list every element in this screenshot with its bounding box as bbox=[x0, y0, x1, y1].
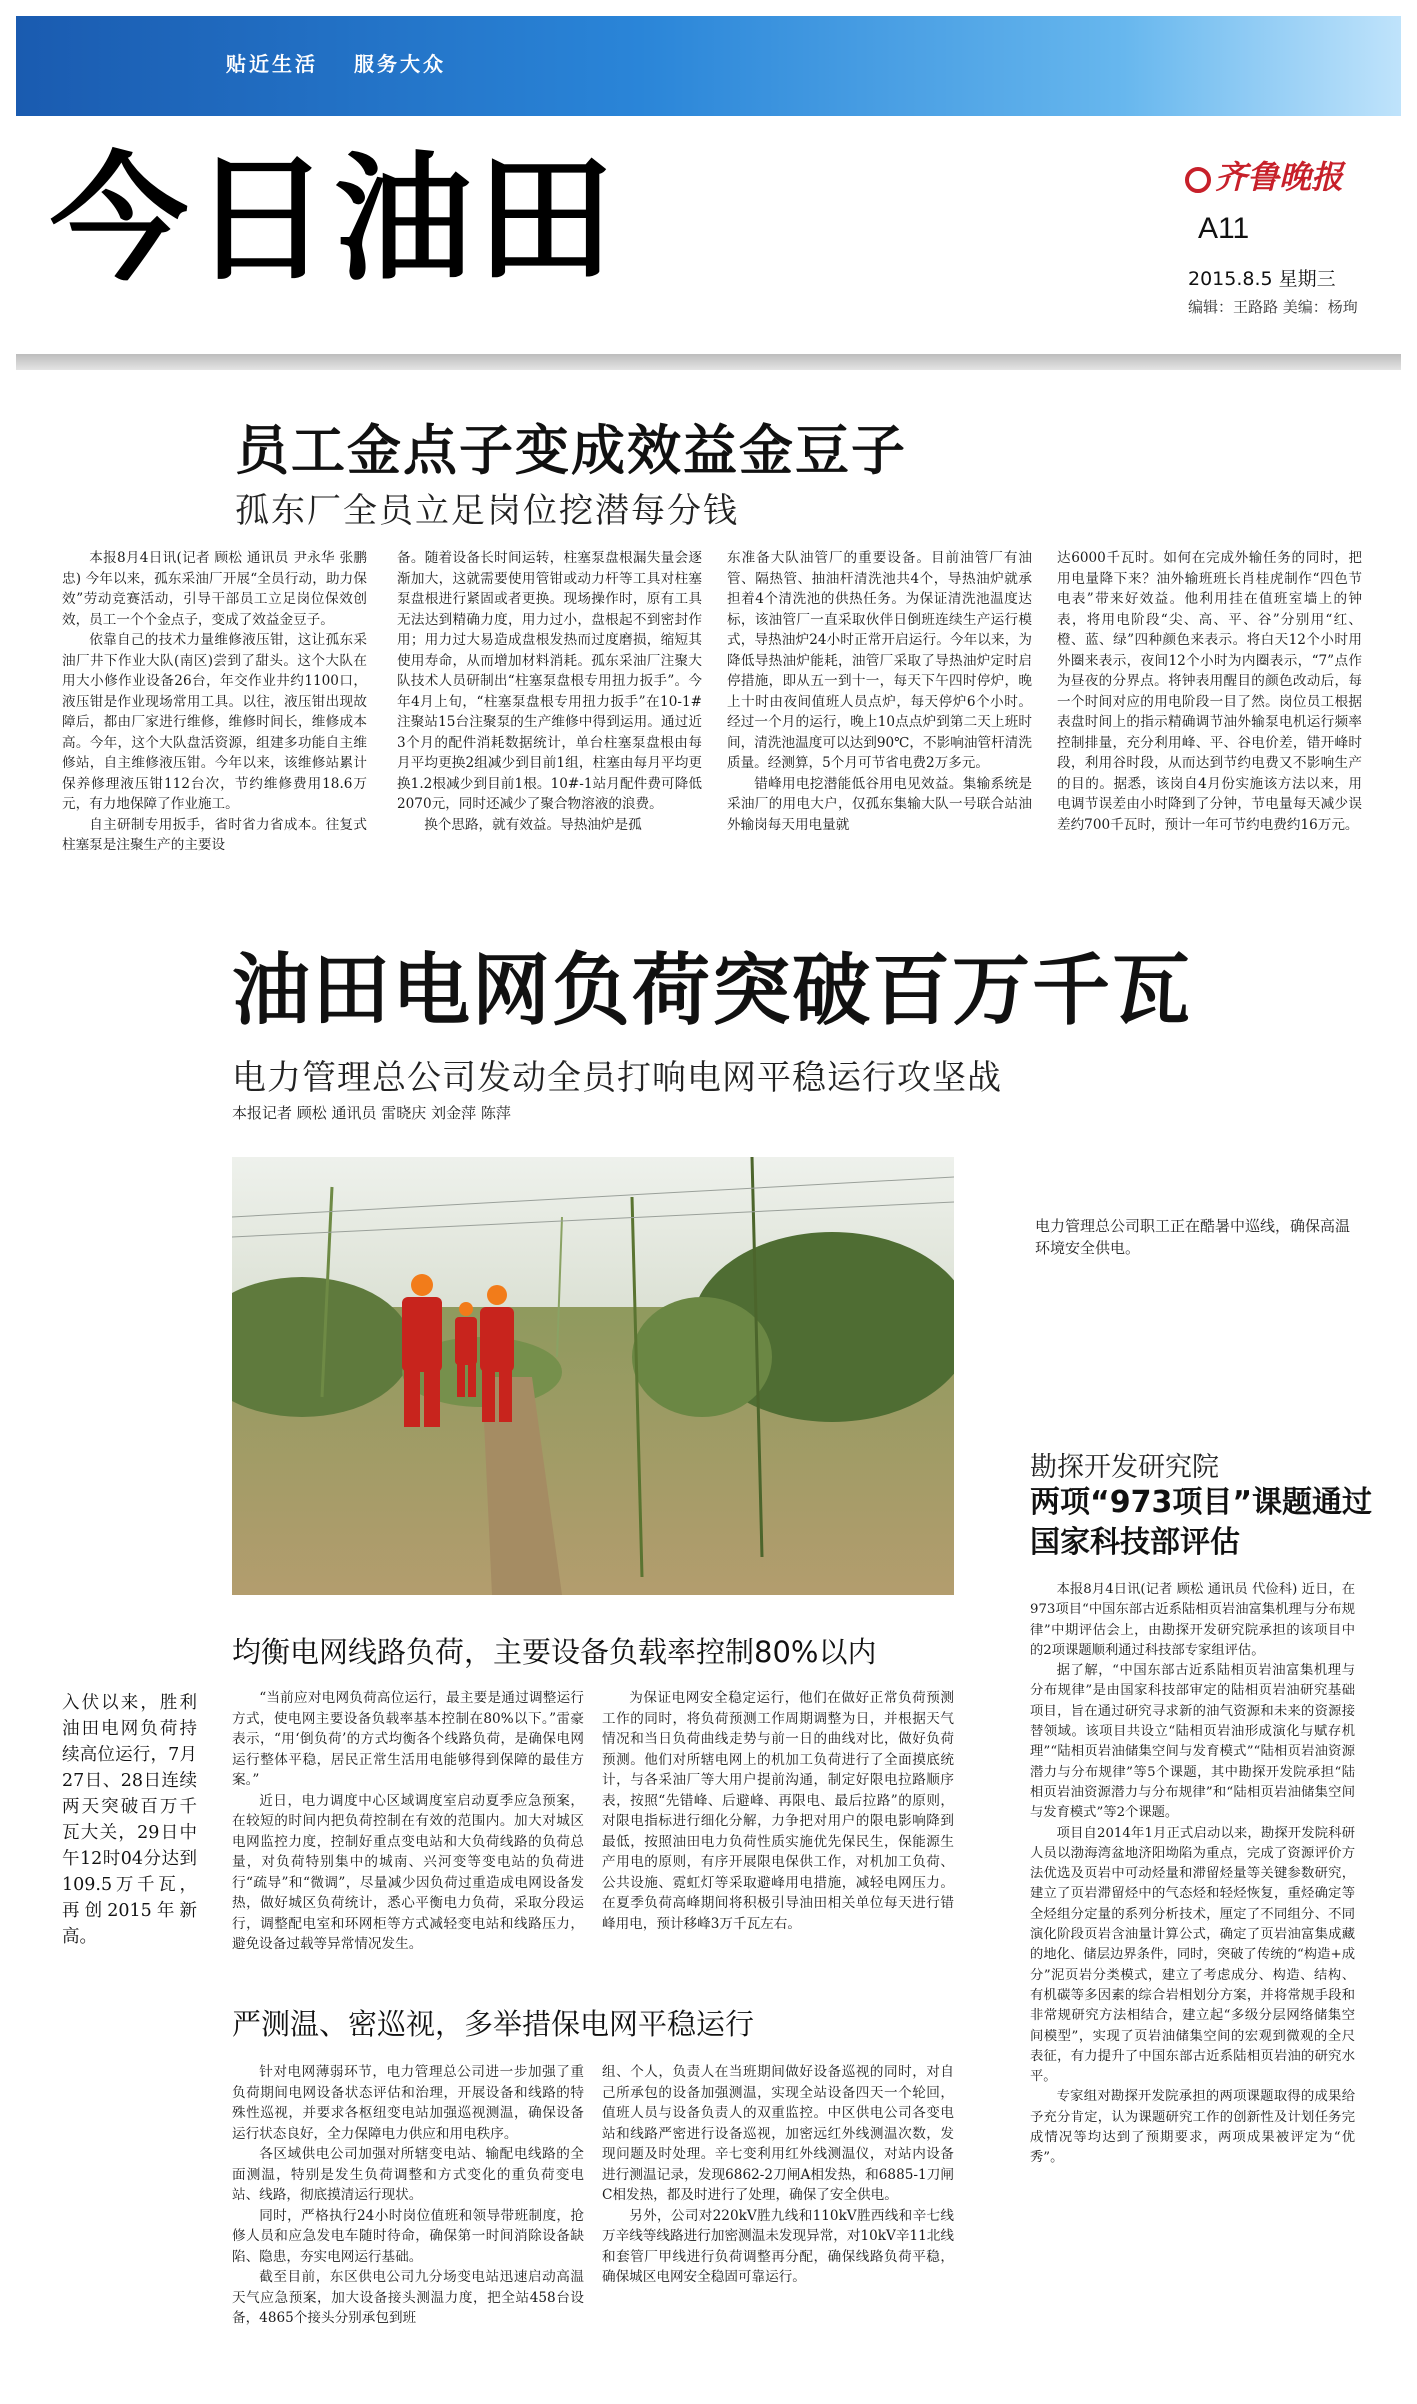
paragraph: 自主研制专用扳手，省时省力省成本。往复式柱塞泵是注聚生产的主要设 bbox=[62, 816, 367, 853]
photo-caption: 电力管理总公司职工正在酷暑中巡线，确保高温环境安全供电。 bbox=[1035, 1217, 1351, 1257]
paragraph: 据了解，“中国东部古近系陆相页岩油富集机理与分布规律”是由国家科技部审定的陆相页岩油研究基础项目，旨在通过研究寻求新的油气资源和未来的资源接替领域。该项目共设立“陆相页岩油形成演化与赋存机理”“陆相页岩油储集空间与发育模式”“陆相页岩油资源潜力与分布规律”等5个课题，其中勘探开发院承担“陆相页岩油资源潜力与分布规律”和“陆相页岩油储集空间与发育模式”等2个课题。 bbox=[1030, 1663, 1355, 1821]
paragraph: “当前应对电网负荷高位运行，最主要是通过调整运行方式，使电网主要设备负载率基本控制在80%以下。”雷豪表示，“用‘倒负荷’的方式均衡各个线路负荷，是确保电网运行整体平稳，居民正常生活用电能够得到保障的最佳方案。” bbox=[232, 1690, 584, 1788]
section-title: 今日油田 bbox=[50, 137, 619, 300]
paragraph: 组、个人，负责人在当班期间做好设备巡视的同时，对自己所承包的设备加强测温，实现全站设备四天一个轮回，值班人员与设备负责人的双重监控。中区供电公司各变电站和线路严密进行设备巡视，加密远红外线测温次数，发现问题及时处理。辛七变利用红外线测温仪，对站内设备进行测温记录，发现6862-2刀闸A相发热，和6885-1刀闸C相发热，都及时进行了处理，确保了安全供电。 bbox=[602, 2064, 954, 2203]
story2-sec1-col2 bbox=[602, 1688, 954, 1934]
paragraph: 专家组对勘探开发院承担的两项课题取得的成果给予充分肯定，认为课题研究工作的创新性及计划任务完成情况等均达到了预期要求，两项成果被评定为“优秀”。 bbox=[1030, 2089, 1355, 2166]
story3-col bbox=[1030, 1580, 1355, 2169]
top-banner bbox=[16, 16, 1401, 116]
logo-text: 齐鲁晚报 bbox=[1215, 158, 1344, 196]
paragraph: 本报8月4日讯(记者 顾松 通讯员 尹永华 张鹏忠) 今年以来，孤东采油厂开展“全员行动，助力保效”劳动竞赛活动，引导干部员工立足岗位保效创效，员工一个个金点子，变成了效益金豆子。 bbox=[62, 550, 367, 628]
paragraph: 达6000千瓦时。如何在完成外输任务的同时，把用电量降下来？油外输班班长肖桂虎制作“四色节电表”带来好效益。他利用挂在值班室墙上的钟表，将用电阶段“尖、高、平、谷”分别用“红、橙、蓝、绿”四种颜色来表示。将白天12个小时用外圈来表示，夜间12个小时为内圈表示，“7”点作为昼夜的分界点。将钟表用醒目的颜色改动后，每一个时间对应的用电阶段一目了然。岗位员工根据表盘时间上的指示精确调节油外输泵电机运行频率控制排量，充分利用峰、平、谷电价差，错开峰时段，利用谷时段，从而达到节约电费又不影响生产的目的。据悉，该岗自4月份实施该方法以来，用电调节误差由小时降到了分钟，节电量每天减少误差约700千瓦时，预计一年可节约电费约16万元。 bbox=[1057, 550, 1362, 833]
story2-subheading-2: 严测温、密巡视，多举措保电网平稳运行 bbox=[232, 2007, 755, 2041]
story1-headline: 员工金点子变成效益金豆子 bbox=[235, 418, 907, 482]
story2-sec2-col2 bbox=[602, 2062, 954, 2288]
story1-col4 bbox=[1057, 548, 1362, 835]
paragraph: 换个思路，就有效益。导热油炉是孤 bbox=[424, 816, 642, 833]
banner-slogan bbox=[226, 48, 482, 77]
story1-col2 bbox=[397, 548, 702, 835]
newspaper-logo bbox=[1185, 152, 1343, 198]
story2-headline: 油田电网负荷突破百万千瓦 bbox=[232, 945, 1193, 1036]
editor-credits: 编辑：王路路 美编：杨珣 bbox=[1188, 298, 1358, 316]
paragraph: 近日，电力调度中心区域调度室启动夏季应急预案，在较短的时间内把负荷控制在有效的范围内。加大对城区电网监控力度，控制好重点变电站和大负荷线路的负荷总量，对负荷特别集中的城南、兴河变等变电站的负荷进行“疏导”和“微调”，尽量减少因负荷过重造成电网设备发热，做好城区负荷统计，悉心平衡电力负荷，采取分段运行，调整配电室和环网柜等方式减轻变电站和线路压力，避免设备过载等异常情况发生。 bbox=[232, 1792, 584, 1952]
story3-kicker: 勘探开发研究院 bbox=[1030, 1452, 1219, 1483]
slogan-2: 服务大众 bbox=[354, 52, 446, 76]
paragraph: 为保证电网安全稳定运行，他们在做好正常负荷预测工作的同时，将负荷预测工作周期调整为日，并根据天气情况和当日负荷曲线走势与前一日的曲线对比，做好负荷预测。他们对所辖电网上的机加工负荷进行了全面摸底统计，与各采油厂等大用户提前沟通，制定好限电拉路顺序表，按照“先错峰、后避峰、再限电、最后拉路”的原则，对限电指标进行细化分解，力争把对用户的限电影响降到最低，按照油田电力负荷性质实施优先保民生，保能源生产用电的原则，有序开展限电保供工作，对机加工负荷、公共设施、霓虹灯等采取避峰用电措施，减轻电网压力。在夏季负荷高峰期间将积极引导油田相关单位每天进行错峰用电，预计移峰3万千瓦左右。 bbox=[602, 1690, 954, 1932]
paragraph: 截至目前，东区供电公司九分场变电站迅速启动高温天气应急预案，加大设备接头测温力度，把全站458台设备，4865个接头分别承包到班 bbox=[232, 2269, 584, 2326]
slogan-1: 贴近生活 bbox=[226, 52, 318, 76]
story2-sidebar-summary: 入伏以来，胜利油田电网负荷持续高位运行，7月27日、28日连续两天突破百万千瓦大关，29日中午12时04分达到109.5万千瓦，再创2015年新高。 bbox=[62, 1693, 197, 1947]
story2-sec2-col1 bbox=[232, 2062, 584, 2329]
issue-date: 2015.8.5 星期三 bbox=[1188, 268, 1336, 290]
paragraph: 依靠自己的技术力量维修液压钳，这让孤东采油厂井下作业大队(南区)尝到了甜头。这个大队在用大小修作业设备26台，年交作业井约1100口，液压钳是作业现场常用工具。以往，液压钳出现故障后，都由厂家进行维修，维修时间长，维修成本高。今年，这个大队盘活资源，组建多功能自主维修站，自主维修液压钳。今年以来，该维修站累计保养修理液压钳112台次，节约维修费用18.6万元，有力地保障了作业施工。 bbox=[62, 632, 367, 812]
story1-col3 bbox=[727, 548, 1032, 835]
page-number: A11 bbox=[1198, 212, 1250, 245]
paragraph: 针对电网薄弱环节，电力管理总公司进一步加强了重负荷期间电网设备状态评估和治理，开展设备和线路的特殊性巡视，并要求各枢纽变电站加强巡视测温，确保设备运行状态良好，全力保障电力供应和用电秩序。 bbox=[232, 2064, 584, 2142]
story2-sec1-col1 bbox=[232, 1688, 584, 1955]
story2-byline: 本报记者 顾松 通讯员 雷晓庆 刘金萍 陈萍 bbox=[232, 1104, 511, 1122]
paragraph: 错峰用电挖潜能低谷用电见效益。集输系统是采油厂的用电大户，仅孤东集输大队一号联合站油外输岗每天用电量就 bbox=[727, 775, 1032, 833]
story1-subhead: 孤东厂全员立足岗位挖潜每分钱 bbox=[235, 491, 739, 531]
paragraph: 项目自2014年1月正式启动以来，勘探开发院科研人员以渤海湾盆地济阳坳陷为重点，完成了资源评价方法优选及页岩中可动烃量和滞留烃量等关键参数研究，建立了页岩滞留烃中的气态烃和轻烃恢复，重烃确定等全烃组分定量的系列分析技术，厘定了不同组分、不同演化阶段页岩含油量计算公式，确定了页岩油富集成藏的地化、储层边界条件，同时，突破了传统的“构造+成分”泥页岩分类模式，建立了考虑成分、构造、结构、有机碳等多因素的综合岩相划分方案，并将常规手段和非常规研究方法相结合，建立起“多级分层网络储集空间模型”，实现了页岩油储集空间的宏观到微观的全尺表征，有力提升了中国东部古近系陆相页岩油的研究水平。 bbox=[1030, 1825, 1355, 2085]
header-divider bbox=[16, 354, 1401, 370]
paragraph: 本报8月4日讯(记者 顾松 通讯员 代俭科) 近日，在973项目“中国东部古近系陆相页岩油富集机理与分布规律”中期评估会上，由勘探开发研究院承担的该项目中的2项课题顺利通过科技部专家组评估。 bbox=[1030, 1582, 1355, 1658]
paragraph: 备。随着设备长时间运转，柱塞泵盘根漏失量会逐渐加大，这就需要使用管钳或动力杆等工具对柱塞泵盘根进行紧固或者更换。现场操作时，原有工具无法达到精确力度，用力过小，盘根起不到密封作用；用力过大易造成盘根发热而过度磨损，缩短其使用寿命，从而增加材料消耗。孤东采油厂注聚大队技术人员研制出“柱塞泵盘根专用扭力扳手”。今年4月上旬，“柱塞泵盘根专用扭力扳手”在10-1#注聚站15台注聚泵的生产维修中得到运用。通过近3个月的配件消耗数据统计，单台柱塞泵盘根由每月平均更换2组减少到目前1组，柱塞由每月平均更换1.2根减少到目前1根。10#-1站月配件费可降低2070元，同时还减少了聚合物溶液的浪费。 bbox=[397, 550, 702, 812]
story3-headline: 两项“973项目”课题通过国家科技部评估 bbox=[1030, 1485, 1373, 1560]
paragraph: 同时，严格执行24小时岗位值班和领导带班制度，抢修人员和应急发电车随时待命，确保第一时间消除设备缺陷、隐患，夯实电网运行基础。 bbox=[232, 2207, 584, 2265]
paragraph: 各区域供电公司加强对所辖变电站、输配电线路的全面测温，特别是发生负荷调整和方式变化的重负荷变电站、线路，彻底摸清运行现状。 bbox=[232, 2146, 584, 2203]
story1-col1 bbox=[62, 548, 367, 856]
logo-ring-icon bbox=[1185, 167, 1211, 193]
story2-subhead: 电力管理总公司发动全员打响电网平稳运行攻坚战 bbox=[232, 1058, 1002, 1098]
paragraph: 东准备大队油管厂的重要设备。目前油管厂有油管、隔热管、抽油杆清洗池共4个，导热油炉就承担着4个清洗池的供热任务。为保证清洗池温度达标，该油管厂一直采取伙伴日倒班连续生产运行模式，导热油炉24小时正常开启运行。今年以来，为降低导热油炉能耗，油管厂采取了导热油炉定时启停措施，即从五一到十一，每天下午四时停炉，晚上十时由夜间值班人员点炉，每天停炉6个小时。经过一个月的运行，晚上10点点炉到第二天上班时间，清洗池温度可以达到90℃，不影响油管杆清洗质量。经测算，5个月可节省电费2万多元。 bbox=[727, 550, 1032, 771]
story2-subheading-1: 均衡电网线路负荷，主要设备负载率控制80%以内 bbox=[232, 1635, 877, 1669]
story-photo bbox=[232, 1157, 954, 1595]
paragraph: 另外，公司对220kV胜九线和110kV胜西线和辛七线万辛线等线路进行加密测温未发现异常，对10kV辛11北线和套管厂甲线进行负荷调整再分配，确保线路负荷平稳，确保城区电网安全稳固可靠运行。 bbox=[602, 2207, 954, 2285]
